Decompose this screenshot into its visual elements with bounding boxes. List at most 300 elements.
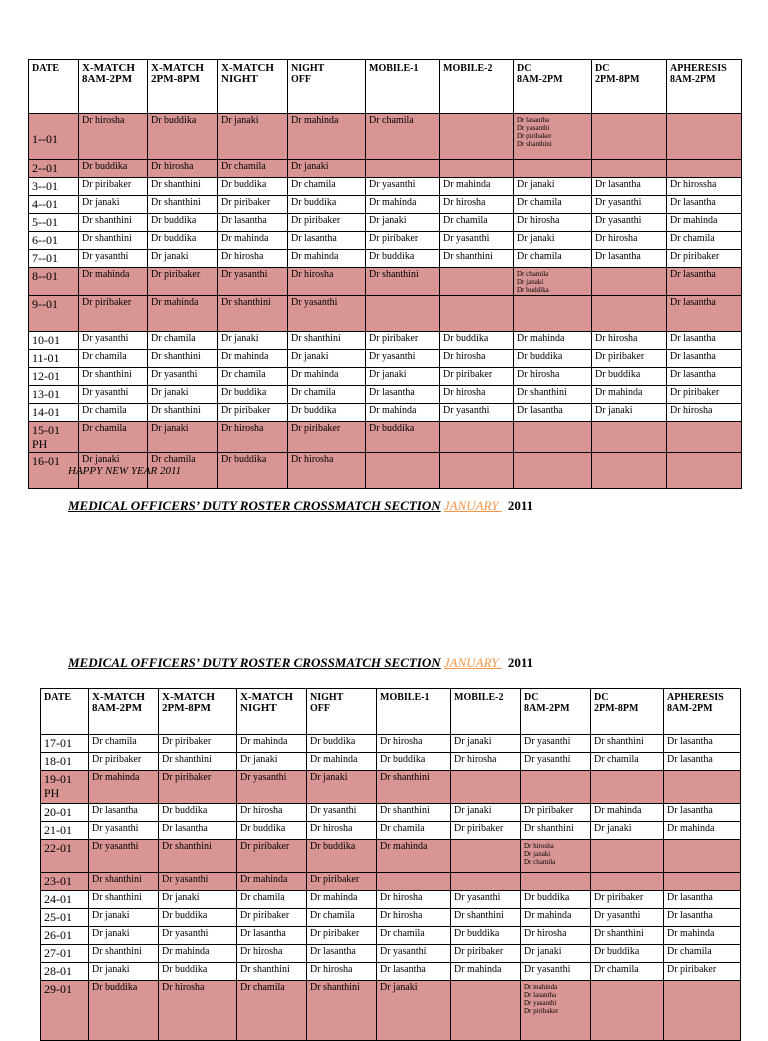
line-text: PH	[32, 437, 48, 451]
duty-cell: Dr mahinda	[440, 178, 514, 196]
duty-cell: Dr shanthini	[89, 873, 159, 891]
duty-cell: Dr hirosha	[377, 735, 451, 753]
duty-cell: Dr lasantha	[159, 822, 237, 840]
duty-cell: Dr chamila	[79, 422, 148, 453]
duty-cell: Dr chamila	[89, 735, 159, 753]
duty-cell: Dr shanthini	[89, 891, 159, 909]
duty-cell	[667, 422, 742, 453]
date-cell	[29, 296, 79, 332]
duty-cell: Dr lasantha	[514, 404, 592, 422]
duty-cell: Dr buddika	[307, 735, 377, 753]
duty-cell: Dr mahinda	[288, 368, 366, 386]
duty-cell: Dr shanthini	[159, 840, 237, 873]
duty-cell	[664, 981, 741, 1041]
duty-cell: Dr piribaker	[218, 404, 288, 422]
date-cell	[29, 214, 79, 232]
duty-cell	[592, 160, 667, 178]
line-text: 2PM-8PM	[151, 73, 200, 85]
line-text: DC	[517, 63, 532, 74]
line-text: Dr shanthini	[517, 140, 552, 148]
duty-cell: Dr janaki	[79, 453, 148, 489]
duty-cell: Dr janaki	[307, 771, 377, 804]
duty-cell: Dr buddika	[514, 350, 592, 368]
duty-cell: Dr chamila	[440, 214, 514, 232]
duty-cell: Dr lasantha	[667, 196, 742, 214]
duty-cell: Dr yasanthi	[366, 350, 440, 368]
duty-cell: Dr buddika	[148, 214, 218, 232]
duty-cell: Dr piribaker	[307, 927, 377, 945]
line-text: Dr mahinda	[524, 983, 558, 991]
table-row	[41, 963, 741, 981]
duty-cell: Dr lasantha	[664, 909, 741, 927]
column-header	[366, 60, 440, 114]
date-cell	[29, 232, 79, 250]
duty-cell: Dr yasanthi	[592, 214, 667, 232]
line-text: 1--01	[32, 132, 58, 146]
duty-cell: Dr yasanthi	[592, 196, 667, 214]
line-text: Dr janaki	[524, 850, 551, 858]
duty-cell	[451, 873, 521, 891]
duty-cell: Dr hirosha	[288, 453, 366, 489]
duty-cell: Dr mahinda	[307, 891, 377, 909]
duty-cell: Dr janaki	[451, 735, 521, 753]
duty-cell	[592, 453, 667, 489]
duty-cell	[667, 453, 742, 489]
duty-cell: Dr piribaker	[667, 386, 742, 404]
duty-cell: Dr shanthini	[237, 963, 307, 981]
table-row	[29, 386, 742, 404]
duty-cell: Dr yasanthi	[159, 873, 237, 891]
duty-cell: Dr chamila	[148, 332, 218, 350]
column-header	[288, 60, 366, 114]
duty-cell: Dr lasantha	[664, 891, 741, 909]
line-text: 8AM-2PM	[517, 74, 563, 85]
table-row	[41, 771, 741, 804]
duty-cell: Dr mahinda	[591, 804, 664, 822]
duty-cell: Dr janaki	[89, 909, 159, 927]
line-text: MOBILE-2	[454, 692, 504, 703]
duty-cell: Dr chamila	[514, 196, 592, 214]
duty-cell: Dr mahinda	[148, 296, 218, 332]
line-text: 25-01	[44, 910, 72, 924]
line-text: 28-01	[44, 964, 72, 978]
line-text: Dr piribaker	[517, 132, 552, 140]
duty-cell: Dr shanthini	[377, 804, 451, 822]
duty-cell	[664, 840, 741, 873]
duty-cell: Dr mahinda	[79, 268, 148, 296]
column-header	[440, 60, 514, 114]
line-text: 2PM-8PM	[594, 703, 639, 714]
duty-cell: Dr janaki	[514, 178, 592, 196]
line-text: Dr lasantha	[524, 991, 557, 999]
date-cell	[41, 753, 89, 771]
duty-cell: Dr piribaker	[288, 214, 366, 232]
duty-cell: Dr yasanthi	[79, 250, 148, 268]
column-header	[148, 60, 218, 114]
duty-cell: Dr chamila	[591, 753, 664, 771]
duty-cell: Dr shanthini	[79, 214, 148, 232]
duty-cell: Dr buddika	[288, 404, 366, 422]
line-text: Dr chamila	[524, 858, 556, 866]
duty-cell: Dr chamila	[514, 250, 592, 268]
duty-cell: Dr lasantha	[307, 945, 377, 963]
duty-cell: Dr mahinda	[377, 840, 451, 873]
duty-cell: Dr janaki	[451, 804, 521, 822]
line-text: APHERESIS	[667, 692, 724, 703]
duty-cell: Dr hirosha	[148, 160, 218, 178]
line-text: X-MATCH	[151, 62, 204, 74]
column-header	[237, 689, 307, 735]
duty-cell: Dr piribaker	[307, 873, 377, 891]
duty-cell: Dr piribaker	[451, 822, 521, 840]
duty-cell: Dr buddika	[89, 981, 159, 1041]
duty-cell	[377, 873, 451, 891]
duty-cell	[514, 296, 592, 332]
duty-cell	[440, 160, 514, 178]
line-text: 2PM-8PM	[162, 702, 211, 714]
line-text: DC	[524, 692, 539, 703]
duty-cell	[514, 114, 592, 160]
duty-cell: Dr shanthini	[148, 178, 218, 196]
duty-cell: Dr buddika	[591, 945, 664, 963]
date-cell	[41, 822, 89, 840]
table-row	[41, 891, 741, 909]
duty-cell: Dr hirosha	[237, 804, 307, 822]
title-year: 2011	[507, 498, 534, 513]
column-header	[29, 60, 79, 114]
duty-cell: Dr buddika	[288, 196, 366, 214]
line-text: 16-01	[32, 454, 60, 468]
duty-cell: Dr hirosha	[288, 268, 366, 296]
duty-cell: Dr piribaker	[592, 350, 667, 368]
duty-cell: Dr mahinda	[366, 404, 440, 422]
duty-cell: Dr lasantha	[664, 804, 741, 822]
duty-cell: Dr hirosha	[159, 981, 237, 1041]
duty-cell	[440, 114, 514, 160]
column-header	[514, 60, 592, 114]
duty-cell: Dr buddika	[366, 422, 440, 453]
table-row	[29, 332, 742, 350]
duty-cell: Dr buddika	[307, 840, 377, 873]
column-header	[89, 689, 159, 735]
duty-cell: Dr hirosha	[218, 250, 288, 268]
duty-cell: Dr shanthini	[79, 368, 148, 386]
duty-cell: Dr chamila	[79, 350, 148, 368]
duty-cell: Dr buddika	[79, 160, 148, 178]
duty-cell: Dr yasanthi	[148, 368, 218, 386]
duty-cell: Dr buddika	[218, 178, 288, 196]
duty-cell: Dr chamila	[218, 160, 288, 178]
date-cell	[41, 771, 89, 804]
duty-cell: Dr piribaker	[79, 178, 148, 196]
duty-cell: Dr piribaker	[451, 945, 521, 963]
duty-cell: Dr piribaker	[440, 368, 514, 386]
line-text: 4--01	[32, 197, 58, 211]
duty-cell: Dr mahinda	[89, 771, 159, 804]
duty-cell	[514, 453, 592, 489]
date-cell	[29, 368, 79, 386]
duty-cell: Dr shanthini	[148, 404, 218, 422]
duty-cell: Dr lasantha	[667, 368, 742, 386]
duty-cell: Dr chamila	[307, 909, 377, 927]
duty-cell: Dr lasantha	[366, 386, 440, 404]
duty-cell: Dr buddika	[159, 963, 237, 981]
duty-cell: Dr chamila	[237, 891, 307, 909]
duty-cell: Dr hirosha	[667, 404, 742, 422]
table-row	[29, 350, 742, 368]
line-text: Dr yasanthi	[517, 124, 550, 132]
duty-cell: Dr buddika	[148, 232, 218, 250]
duty-cell: Dr mahinda	[307, 753, 377, 771]
column-header	[218, 60, 288, 114]
duty-cell: Dr hirosha	[377, 909, 451, 927]
table-row	[41, 753, 741, 771]
line-text: 15-01	[32, 423, 60, 437]
table-row	[29, 268, 742, 296]
duty-cell	[514, 422, 592, 453]
duty-cell: Dr mahinda	[218, 232, 288, 250]
line-text: OFF	[291, 74, 311, 85]
line-text: NIGHT	[310, 692, 344, 703]
date-cell	[41, 927, 89, 945]
column-header	[377, 689, 451, 735]
line-text: 22-01	[44, 841, 72, 855]
line-text: APHERESIS	[670, 63, 727, 74]
duty-cell: Dr yasanthi	[307, 804, 377, 822]
title-text: MEDICAL OFFICERS’ DUTY ROSTER CROSSMATCH SECTION	[68, 498, 441, 513]
duty-cell: Dr mahinda	[592, 386, 667, 404]
line-text: DATE	[44, 692, 72, 703]
duty-cell: Dr yasanthi	[237, 771, 307, 804]
duty-cell	[366, 453, 440, 489]
duty-cell	[591, 981, 664, 1041]
table-row	[29, 160, 742, 178]
duty-cell: Dr lasantha	[377, 963, 451, 981]
duty-cell: Dr hirosha	[514, 368, 592, 386]
date-cell	[41, 735, 89, 753]
title-month: JANUARY	[443, 655, 502, 670]
duty-cell: Dr shanthini	[440, 250, 514, 268]
line-text: X-MATCH	[82, 62, 135, 74]
duty-cell: Dr buddika	[218, 453, 288, 489]
duty-cell: Dr janaki	[148, 386, 218, 404]
duty-cell: Dr hirosha	[440, 386, 514, 404]
table-row	[29, 368, 742, 386]
duty-cell	[366, 296, 440, 332]
table-row	[41, 804, 741, 822]
duty-cell: Dr shanthini	[591, 735, 664, 753]
table-row	[41, 873, 741, 891]
line-text: DC	[594, 692, 609, 703]
duty-cell	[591, 771, 664, 804]
duty-cell	[521, 840, 591, 873]
duty-cell: Dr janaki	[237, 753, 307, 771]
line-text: MOBILE-2	[443, 63, 493, 74]
roster-table-1	[28, 59, 742, 489]
duty-cell: Dr piribaker	[366, 232, 440, 250]
column-header	[521, 689, 591, 735]
duty-cell: Dr piribaker	[667, 250, 742, 268]
line-text: Dr hirosha	[524, 842, 554, 850]
duty-cell: Dr piribaker	[521, 804, 591, 822]
duty-cell: Dr yasanthi	[440, 232, 514, 250]
line-text: 8AM-2PM	[524, 703, 570, 714]
line-text: 27-01	[44, 946, 72, 960]
duty-cell: Dr chamila	[667, 232, 742, 250]
duty-cell: Dr lasantha	[237, 927, 307, 945]
line-text: 13-01	[32, 387, 60, 401]
column-header	[667, 60, 742, 114]
duty-cell	[592, 296, 667, 332]
table-row	[29, 296, 742, 332]
line-text: DC	[595, 63, 610, 74]
date-cell	[41, 963, 89, 981]
duty-cell	[592, 114, 667, 160]
date-cell	[41, 804, 89, 822]
duty-cell: Dr mahinda	[664, 927, 741, 945]
duty-cell: Dr buddika	[440, 332, 514, 350]
duty-cell: Dr chamila	[218, 368, 288, 386]
line-text: 8--01	[32, 269, 58, 283]
duty-cell: Dr janaki	[218, 332, 288, 350]
duty-cell	[366, 160, 440, 178]
line-text: 26-01	[44, 928, 72, 942]
column-header	[41, 689, 89, 735]
line-text: 19-01	[44, 772, 72, 786]
duty-cell: Dr piribaker	[288, 422, 366, 453]
line-text: 23-01	[44, 874, 72, 888]
duty-cell: Dr janaki	[148, 422, 218, 453]
line-text: 2PM-8PM	[595, 74, 640, 85]
roster-title-2	[68, 655, 533, 671]
date-cell	[29, 250, 79, 268]
duty-cell: Dr chamila	[148, 453, 218, 489]
duty-cell: Dr janaki	[89, 963, 159, 981]
duty-cell: Dr piribaker	[218, 196, 288, 214]
duty-cell: Dr buddika	[366, 250, 440, 268]
duty-cell: Dr piribaker	[237, 840, 307, 873]
duty-cell: Dr mahinda	[664, 822, 741, 840]
line-text: 8AM-2PM	[670, 74, 716, 85]
duty-cell: Dr hirosha	[79, 114, 148, 160]
duty-cell: Dr shanthini	[521, 822, 591, 840]
duty-cell: Dr hirosha	[592, 232, 667, 250]
duty-cell: Dr piribaker	[89, 753, 159, 771]
line-text: MOBILE-1	[369, 63, 419, 74]
duty-cell: Dr mahinda	[288, 114, 366, 160]
line-text: NIGHT	[240, 702, 277, 714]
line-text: 10-01	[32, 333, 60, 347]
duty-cell: Dr lasantha	[89, 804, 159, 822]
duty-cell	[664, 771, 741, 804]
duty-cell	[664, 873, 741, 891]
header-row	[41, 689, 741, 735]
duty-cell: Dr hirosha	[237, 945, 307, 963]
duty-cell: Dr shanthini	[148, 350, 218, 368]
duty-cell: Dr yasanthi	[440, 404, 514, 422]
duty-cell: Dr mahinda	[288, 250, 366, 268]
line-text: 7--01	[32, 251, 58, 265]
line-text: Dr yasanthi	[524, 999, 557, 1007]
duty-cell: Dr yasanthi	[377, 945, 451, 963]
table-row	[29, 114, 742, 160]
duty-cell	[440, 422, 514, 453]
new-year-greeting: HAPPY NEW YEAR 2011	[68, 465, 182, 477]
duty-cell: Dr yasanthi	[288, 296, 366, 332]
line-text: 2--01	[32, 161, 58, 175]
line-text: OFF	[310, 703, 330, 714]
duty-cell: Dr lasantha	[664, 735, 741, 753]
table-row	[41, 927, 741, 945]
date-cell	[41, 891, 89, 909]
duty-cell: Dr hirosha	[592, 332, 667, 350]
date-cell	[29, 268, 79, 296]
table-row	[29, 250, 742, 268]
duty-cell: Dr mahinda	[159, 945, 237, 963]
table-row	[41, 981, 741, 1041]
duty-cell: Dr yasanthi	[79, 386, 148, 404]
line-text: X-MATCH	[240, 691, 293, 703]
duty-cell: Dr piribaker	[159, 771, 237, 804]
duty-cell	[451, 981, 521, 1041]
date-cell	[29, 422, 79, 453]
duty-cell: Dr lasantha	[664, 753, 741, 771]
duty-cell: Dr shanthini	[288, 332, 366, 350]
line-text: 8AM-2PM	[667, 703, 713, 714]
duty-cell: Dr yasanthi	[521, 735, 591, 753]
duty-cell: Dr janaki	[521, 945, 591, 963]
duty-cell: Dr mahinda	[366, 196, 440, 214]
date-cell	[41, 873, 89, 891]
duty-cell: Dr chamila	[664, 945, 741, 963]
duty-cell: Dr shanthini	[591, 927, 664, 945]
duty-cell	[451, 771, 521, 804]
duty-cell: Dr yasanthi	[366, 178, 440, 196]
duty-cell: Dr shanthini	[148, 196, 218, 214]
duty-cell: Dr chamila	[591, 963, 664, 981]
date-cell	[29, 350, 79, 368]
duty-cell: Dr chamila	[377, 927, 451, 945]
roster-title-1	[68, 498, 533, 514]
duty-cell: Dr hirosha	[307, 963, 377, 981]
duty-cell: Dr janaki	[592, 404, 667, 422]
duty-cell: Dr lasantha	[667, 268, 742, 296]
date-cell	[29, 332, 79, 350]
date-cell	[41, 909, 89, 927]
duty-cell: Dr shanthini	[366, 268, 440, 296]
duty-cell: Dr buddika	[451, 927, 521, 945]
duty-cell: Dr chamila	[288, 386, 366, 404]
duty-cell: Dr piribaker	[591, 891, 664, 909]
duty-cell	[521, 771, 591, 804]
date-cell	[29, 386, 79, 404]
table-row	[29, 214, 742, 232]
duty-cell: Dr janaki	[218, 114, 288, 160]
duty-cell: Dr lasantha	[667, 332, 742, 350]
table-row	[29, 178, 742, 196]
duty-cell	[440, 268, 514, 296]
duty-cell: Dr yasanthi	[521, 753, 591, 771]
line-text: 11-01	[32, 351, 60, 365]
duty-cell: Dr yasanthi	[159, 927, 237, 945]
duty-cell: Dr lasantha	[592, 250, 667, 268]
date-cell	[29, 196, 79, 214]
duty-cell: Dr janaki	[159, 891, 237, 909]
duty-cell	[667, 160, 742, 178]
column-header	[79, 60, 148, 114]
line-text: 29-01	[44, 982, 72, 996]
duty-cell: Dr yasanthi	[591, 909, 664, 927]
